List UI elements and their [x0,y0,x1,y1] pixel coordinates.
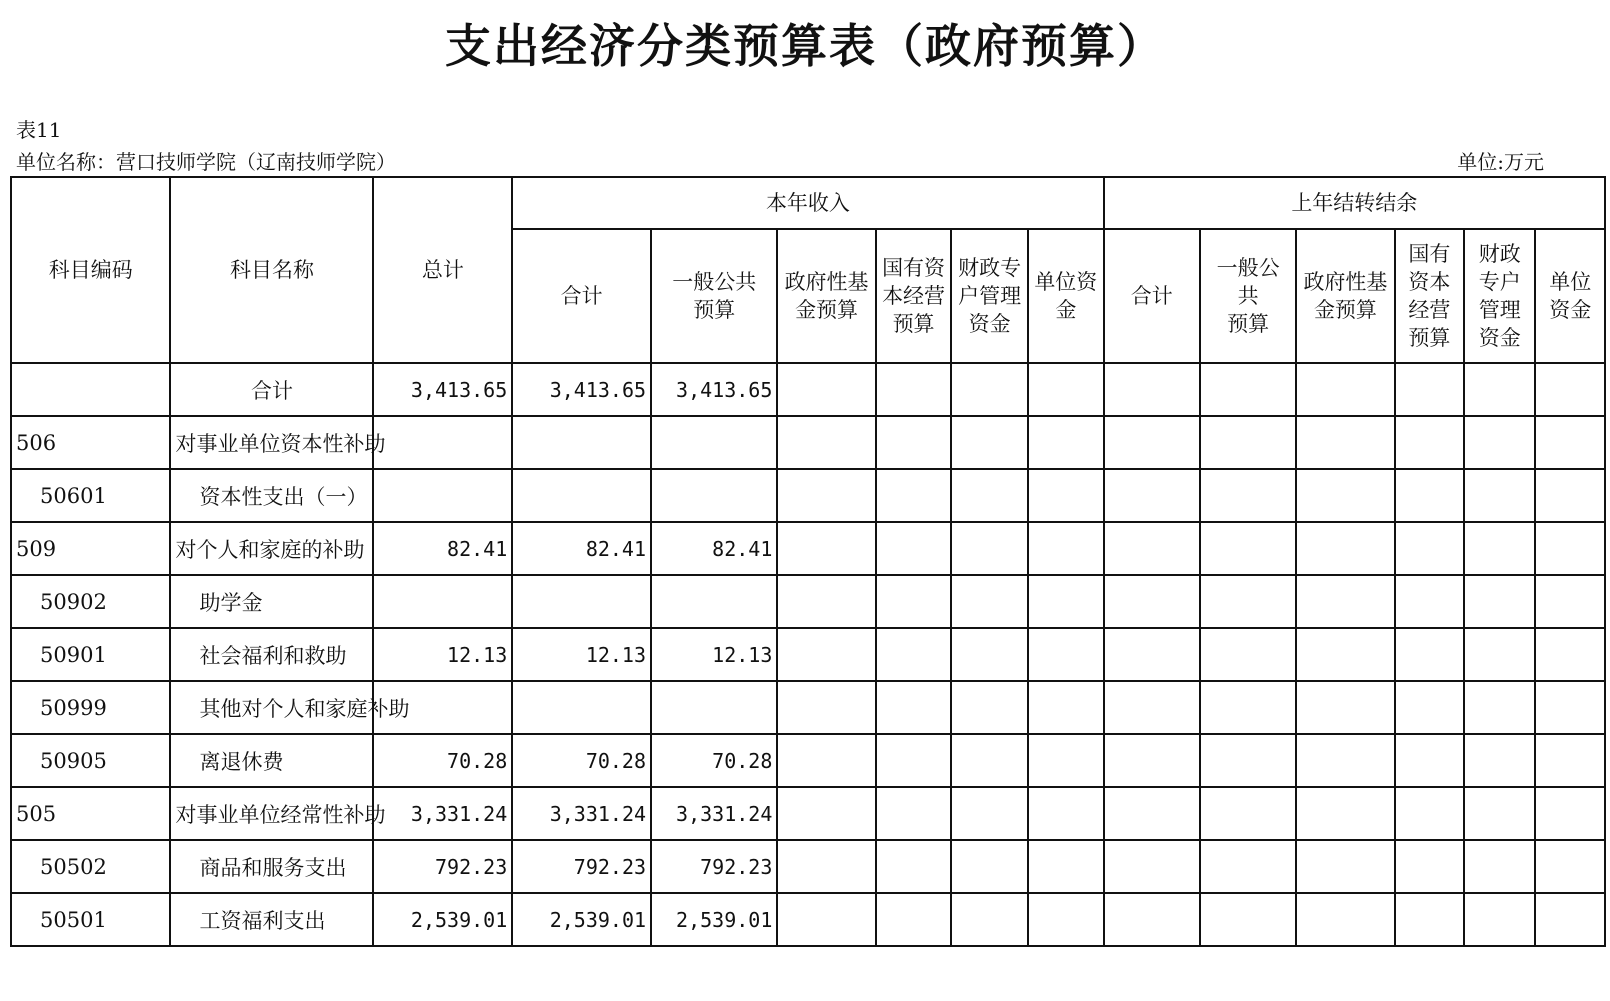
cell-empty [1104,628,1200,681]
cell-current-general [651,681,777,734]
cell-empty [1464,787,1535,840]
table-row [11,469,1605,522]
cell-empty [1104,681,1200,734]
cell-empty [1535,416,1605,469]
cell-empty [1200,469,1296,522]
cell-name: 资本性支出（一） [170,469,373,522]
cell-empty [876,734,952,787]
cell-code: 50902 [11,575,170,628]
cell-empty [1104,522,1200,575]
cell-empty [1200,575,1296,628]
cell-name: 商品和服务支出 [170,840,373,893]
header-current-income: 本年收入 [512,177,1103,229]
cell-current-general [651,575,777,628]
cell-empty [1200,893,1296,946]
cell-empty [1464,416,1535,469]
cell-code: 50502 [11,840,170,893]
cell-current-general: 3,331.24 [651,787,777,840]
table-row [11,681,1605,734]
table-number: 表11 [16,118,62,142]
cell-empty [1200,840,1296,893]
cell-empty [1028,681,1104,734]
cell-empty [876,893,952,946]
cell-current-sum: 3,413.65 [512,363,651,416]
cell-empty [1200,787,1296,840]
cell-empty [1464,522,1535,575]
table-row [11,575,1605,628]
cell-empty [1535,363,1605,416]
cell-empty [1535,628,1605,681]
cell-empty [777,734,875,787]
cell-empty [951,628,1028,681]
cell-name: 助学金 [170,575,373,628]
cell-empty [1395,575,1464,628]
unit-name: 单位名称：营口技师学院（辽南技师学院） [16,150,396,174]
header-current-fiscal-account: 财政专 户管理 资金 [951,229,1028,363]
cell-empty [1464,628,1535,681]
cell-empty [1104,416,1200,469]
cell-code: 50901 [11,628,170,681]
cell-empty [1535,893,1605,946]
cell-current-general: 3,413.65 [651,363,777,416]
cell-empty [1296,734,1394,787]
table-row [11,734,1605,787]
table-row [11,416,1605,469]
cell-empty [777,416,875,469]
cell-empty [1200,628,1296,681]
cell-empty [1395,787,1464,840]
cell-empty [1535,681,1605,734]
table-row [11,363,1605,416]
cell-current-general: 12.13 [651,628,777,681]
cell-empty [876,469,952,522]
cell-empty [777,681,875,734]
header-current-unit-funds: 单位资 金 [1028,229,1104,363]
cell-current-general: 70.28 [651,734,777,787]
cell-total [373,416,512,469]
page-title: 支出经济分类预算表（政府预算） [445,19,1165,73]
cell-empty [1200,522,1296,575]
header-prior-carryover: 上年结转结余 [1104,177,1605,229]
cell-empty [1200,734,1296,787]
header-prior-sum: 合计 [1104,229,1200,363]
cell-code: 509 [11,522,170,575]
cell-empty [876,681,952,734]
cell-name: 对事业单位经常性补助 [170,787,373,840]
cell-empty [1464,840,1535,893]
cell-total: 792.23 [373,840,512,893]
cell-current-general: 2,539.01 [651,893,777,946]
cell-empty [1464,681,1535,734]
cell-empty [876,628,952,681]
cell-empty [951,469,1028,522]
cell-empty [951,363,1028,416]
cell-empty [1028,416,1104,469]
cell-empty [1464,363,1535,416]
cell-empty [1395,734,1464,787]
cell-empty [951,734,1028,787]
cell-empty [1535,734,1605,787]
cell-empty [777,893,875,946]
cell-name: 合计 [170,363,373,416]
header-current-general: 一般公共 预算 [651,229,777,363]
cell-empty [1464,575,1535,628]
header-current-state-capital: 国有资 本经营 预算 [876,229,952,363]
cell-current-general [651,416,777,469]
cell-empty [1104,734,1200,787]
header-code: 科目编码 [11,177,170,363]
cell-empty [1296,416,1394,469]
cell-code: 50501 [11,893,170,946]
header-prior-fund: 政府性基 金预算 [1296,229,1394,363]
cell-empty [1535,522,1605,575]
cell-empty [951,416,1028,469]
cell-empty [1395,522,1464,575]
cell-total: 3,331.24 [373,787,512,840]
cell-current-general [651,469,777,522]
cell-empty [1535,840,1605,893]
header-current-sum: 合计 [512,229,651,363]
cell-empty [1104,363,1200,416]
cell-total: 2,539.01 [373,893,512,946]
table-row [11,522,1605,575]
cell-empty [1296,840,1394,893]
cell-empty [876,840,952,893]
cell-empty [1104,575,1200,628]
cell-current-sum [512,681,651,734]
cell-empty [1296,893,1394,946]
cell-empty [951,522,1028,575]
table-row [11,893,1605,946]
cell-empty [876,416,952,469]
cell-empty [1104,840,1200,893]
cell-empty [1200,416,1296,469]
cell-total: 70.28 [373,734,512,787]
cell-name: 其他对个人和家庭补助 [170,681,373,734]
table-row [11,628,1605,681]
cell-empty [1200,363,1296,416]
cell-empty [1028,575,1104,628]
cell-empty [1395,840,1464,893]
header-name: 科目名称 [170,177,373,363]
cell-empty [951,681,1028,734]
cell-current-general: 792.23 [651,840,777,893]
cell-empty [1395,628,1464,681]
cell-current-sum: 3,331.24 [512,787,651,840]
cell-empty [1296,681,1394,734]
cell-empty [1395,681,1464,734]
cell-empty [1296,787,1394,840]
cell-code: 505 [11,787,170,840]
cell-empty [1296,469,1394,522]
cell-name: 离退休费 [170,734,373,787]
cell-name: 对个人和家庭的补助 [170,522,373,575]
cell-empty [777,628,875,681]
cell-empty [1028,893,1104,946]
header-prior-general: 一般公 共 预算 [1200,229,1296,363]
budget-table [10,176,1606,947]
cell-current-sum [512,575,651,628]
cell-empty [1296,363,1394,416]
cell-empty [1535,469,1605,522]
cell-current-general: 82.41 [651,522,777,575]
cell-name: 对事业单位资本性补助 [170,416,373,469]
cell-empty [1200,681,1296,734]
cell-empty [777,522,875,575]
cell-empty [1464,469,1535,522]
cell-empty [1395,469,1464,522]
cell-empty [1028,363,1104,416]
cell-current-sum [512,416,651,469]
cell-current-sum: 82.41 [512,522,651,575]
table-row [11,840,1605,893]
cell-code: 50999 [11,681,170,734]
cell-empty [876,363,952,416]
cell-total [373,575,512,628]
cell-empty [1028,734,1104,787]
cell-name: 工资福利支出 [170,893,373,946]
cell-empty [876,522,952,575]
cell-empty [876,787,952,840]
cell-empty [1395,363,1464,416]
cell-empty [1104,893,1200,946]
cell-total: 82.41 [373,522,512,575]
cell-total: 12.13 [373,628,512,681]
cell-empty [876,575,952,628]
cell-empty [1535,575,1605,628]
cell-empty [1464,734,1535,787]
cell-empty [1028,522,1104,575]
cell-empty [1104,787,1200,840]
header-prior-state-capital: 国有 资本 经营 预算 [1395,229,1464,363]
cell-current-sum: 70.28 [512,734,651,787]
header-prior-unit-funds: 单位 资金 [1535,229,1605,363]
cell-empty [1296,575,1394,628]
table-row [11,787,1605,840]
cell-current-sum: 12.13 [512,628,651,681]
cell-empty [777,840,875,893]
cell-code: 50905 [11,734,170,787]
cell-empty [951,787,1028,840]
cell-empty [951,575,1028,628]
cell-empty [1296,628,1394,681]
cell-empty [1535,787,1605,840]
cell-empty [777,575,875,628]
cell-empty [1028,628,1104,681]
cell-empty [951,893,1028,946]
cell-current-sum: 792.23 [512,840,651,893]
cell-empty [1395,893,1464,946]
cell-empty [777,469,875,522]
cell-total: 3,413.65 [373,363,512,416]
cell-code: 506 [11,416,170,469]
cell-empty [1028,840,1104,893]
cell-code: 50601 [11,469,170,522]
cell-total [373,469,512,522]
header-total: 总计 [373,177,512,363]
cell-name: 社会福利和救助 [170,628,373,681]
cell-current-sum: 2,539.01 [512,893,651,946]
cell-empty [1395,416,1464,469]
cell-empty [1028,469,1104,522]
header-prior-fiscal-account: 财政 专户 管理 资金 [1464,229,1535,363]
unit-label: 单位:万元 [1457,150,1544,174]
cell-empty [1464,893,1535,946]
cell-empty [951,840,1028,893]
header-current-fund: 政府性基 金预算 [777,229,875,363]
cell-empty [777,787,875,840]
cell-empty [777,363,875,416]
cell-code [11,363,170,416]
cell-empty [1028,787,1104,840]
cell-empty [1104,469,1200,522]
cell-empty [1296,522,1394,575]
cell-current-sum [512,469,651,522]
